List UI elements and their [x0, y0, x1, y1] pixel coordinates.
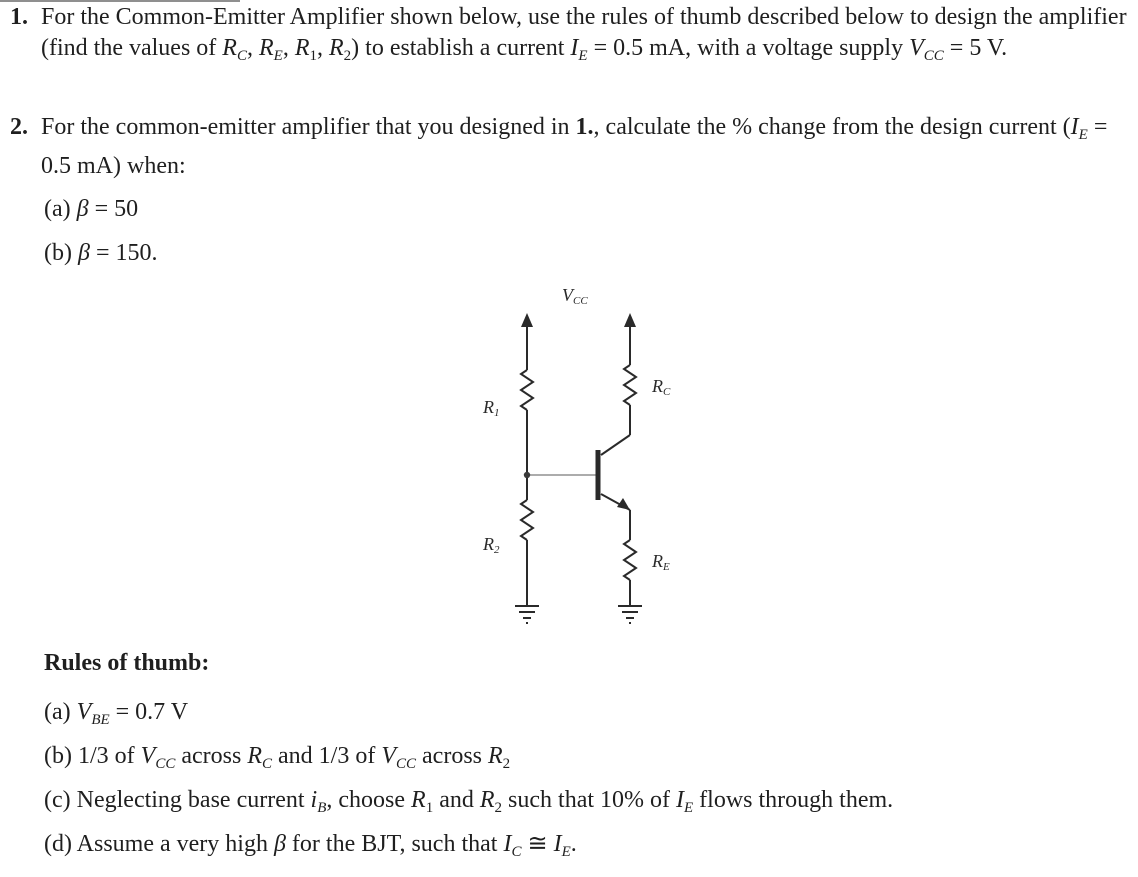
ground-right-icon: [618, 606, 642, 623]
problem-1-number: 1.: [10, 4, 28, 30]
problem-2-text: For the common-emitter amplifier that you designed in 1., calculate the % change from the design current ($I_E = 0.5$ mA) when:: [41, 114, 1108, 179]
r1-label: R1: [483, 397, 500, 419]
r1-resistor: [521, 370, 533, 410]
problem-2: [10, 112, 1130, 182]
vcc-arrow-right-icon: [624, 313, 636, 327]
r2-label: R2: [483, 534, 500, 556]
rule-b: (b) 1/3 of $V_{CC}$ across $R_C$ and 1/3 of $V_{CC}$ across $R_2$: [44, 743, 511, 772]
re-label: RE: [652, 551, 670, 573]
rule-c: (c) Neglecting base current $i_B$, choose $R_1$ and $R_2$ such that 10% of $I_E$ flows through them.: [44, 787, 894, 816]
vcc-label: VCC: [562, 285, 588, 307]
ground-left-icon: [515, 606, 539, 623]
junction-dot: [524, 472, 530, 478]
problem-1: [10, 2, 1130, 72]
problem-2-number: 2.: [10, 114, 28, 140]
rc-resistor: [624, 365, 636, 405]
collector-lead: [601, 435, 630, 455]
rule-d: (d) Assume a very high β for the BJT, such that $I_C$ ≅ $I_E$.: [44, 831, 577, 860]
r2-resistor: [521, 500, 533, 540]
problem-2-subitem-b: (b) β = 150.: [44, 240, 158, 266]
rule-a: (a) $V_{BE} = 0.7$ V: [44, 699, 189, 728]
rules-title: Rules of thumb:: [44, 650, 210, 676]
problem-2-subitem-a: (a) β = 50: [44, 196, 139, 222]
vcc-arrow-left-icon: [521, 313, 533, 327]
re-resistor: [624, 540, 636, 580]
common-emitter-circuit: [470, 275, 710, 645]
problem-1-text: For the Common-Emitter Amplifier shown below, use the rules of thumb described below to design the amplifier (find the values of $R_C$, $R_E$, $R_1$, $R_2$) to establish a current $I_E = 0.5$ mA, with a voltage supply $V_{CC} = 5$ V.: [41, 4, 1127, 64]
rc-label: RC: [652, 376, 671, 398]
